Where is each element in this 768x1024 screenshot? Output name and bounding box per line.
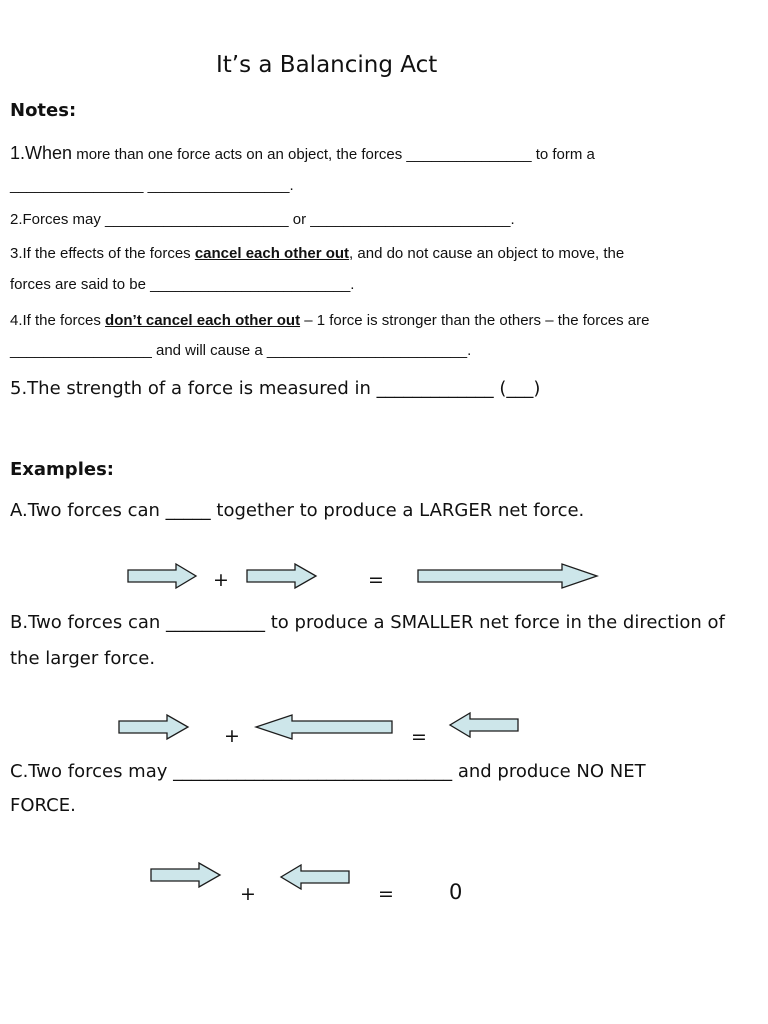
- note-2: 2.Forces may ______________________ or ________________________.: [10, 211, 515, 228]
- example-b-result-arrow: [448, 712, 522, 740]
- example-b-arrow-left: [254, 714, 396, 742]
- example-c-arrow-right: [149, 862, 223, 890]
- note-3-post: , and do not cause an object to move, the: [349, 245, 625, 262]
- example-c-equals: =: [378, 883, 394, 905]
- example-a-text: A.Two forces can _____ together to produce a LARGER net force.: [10, 500, 585, 521]
- note-4: [10, 312, 649, 329]
- example-a-arrow-2: [245, 563, 319, 591]
- example-b-arrow-right: [117, 714, 191, 742]
- note-3-emphasis: cancel each other out: [194, 245, 350, 262]
- example-c-arrow-left: [279, 864, 353, 892]
- note-3: [10, 245, 624, 262]
- example-b-plus: +: [224, 725, 240, 747]
- example-b-line-2: the larger force.: [10, 648, 156, 669]
- note-1: [10, 143, 595, 164]
- example-a-equals: =: [368, 569, 384, 591]
- note-1-text: more than one force acts on an object, the forces _______________ to form a: [72, 146, 595, 163]
- example-c-zero: 0: [449, 880, 463, 904]
- note-3-pre: 3.If the effects of the forces: [10, 245, 195, 262]
- notes-heading: Notes:: [10, 100, 77, 121]
- note-1-line-2: ________________ _________________.: [10, 177, 294, 194]
- note-4-pre: 4.If the forces: [10, 312, 106, 329]
- example-b-equals: =: [411, 726, 427, 748]
- example-a-plus: +: [213, 569, 229, 591]
- note-4-line-2: _________________ and will cause a ________________________.: [10, 342, 472, 359]
- example-c-plus: +: [240, 883, 256, 905]
- examples-heading: Examples:: [10, 459, 114, 480]
- note-1-number: 1.When: [10, 143, 73, 163]
- example-c-line-2: FORCE.: [10, 795, 76, 816]
- note-4-emphasis: don’t cancel each other out: [105, 312, 301, 329]
- example-a-arrow-1: [126, 563, 198, 591]
- page-title: It’s a Balancing Act: [216, 52, 438, 78]
- example-c-line-1: C.Two forces may _______________________________ and produce NO NET: [10, 761, 646, 782]
- example-b-line-1: B.Two forces can ___________ to produce a SMALLER net force in the direction of: [10, 612, 725, 633]
- note-3-line-2: forces are said to be ________________________.: [10, 276, 355, 293]
- note-5: 5.The strength of a force is measured in _____________ (___): [10, 378, 541, 399]
- note-4-post: – 1 force is stronger than the others – the forces are: [300, 312, 650, 329]
- example-a-result-arrow: [416, 563, 600, 591]
